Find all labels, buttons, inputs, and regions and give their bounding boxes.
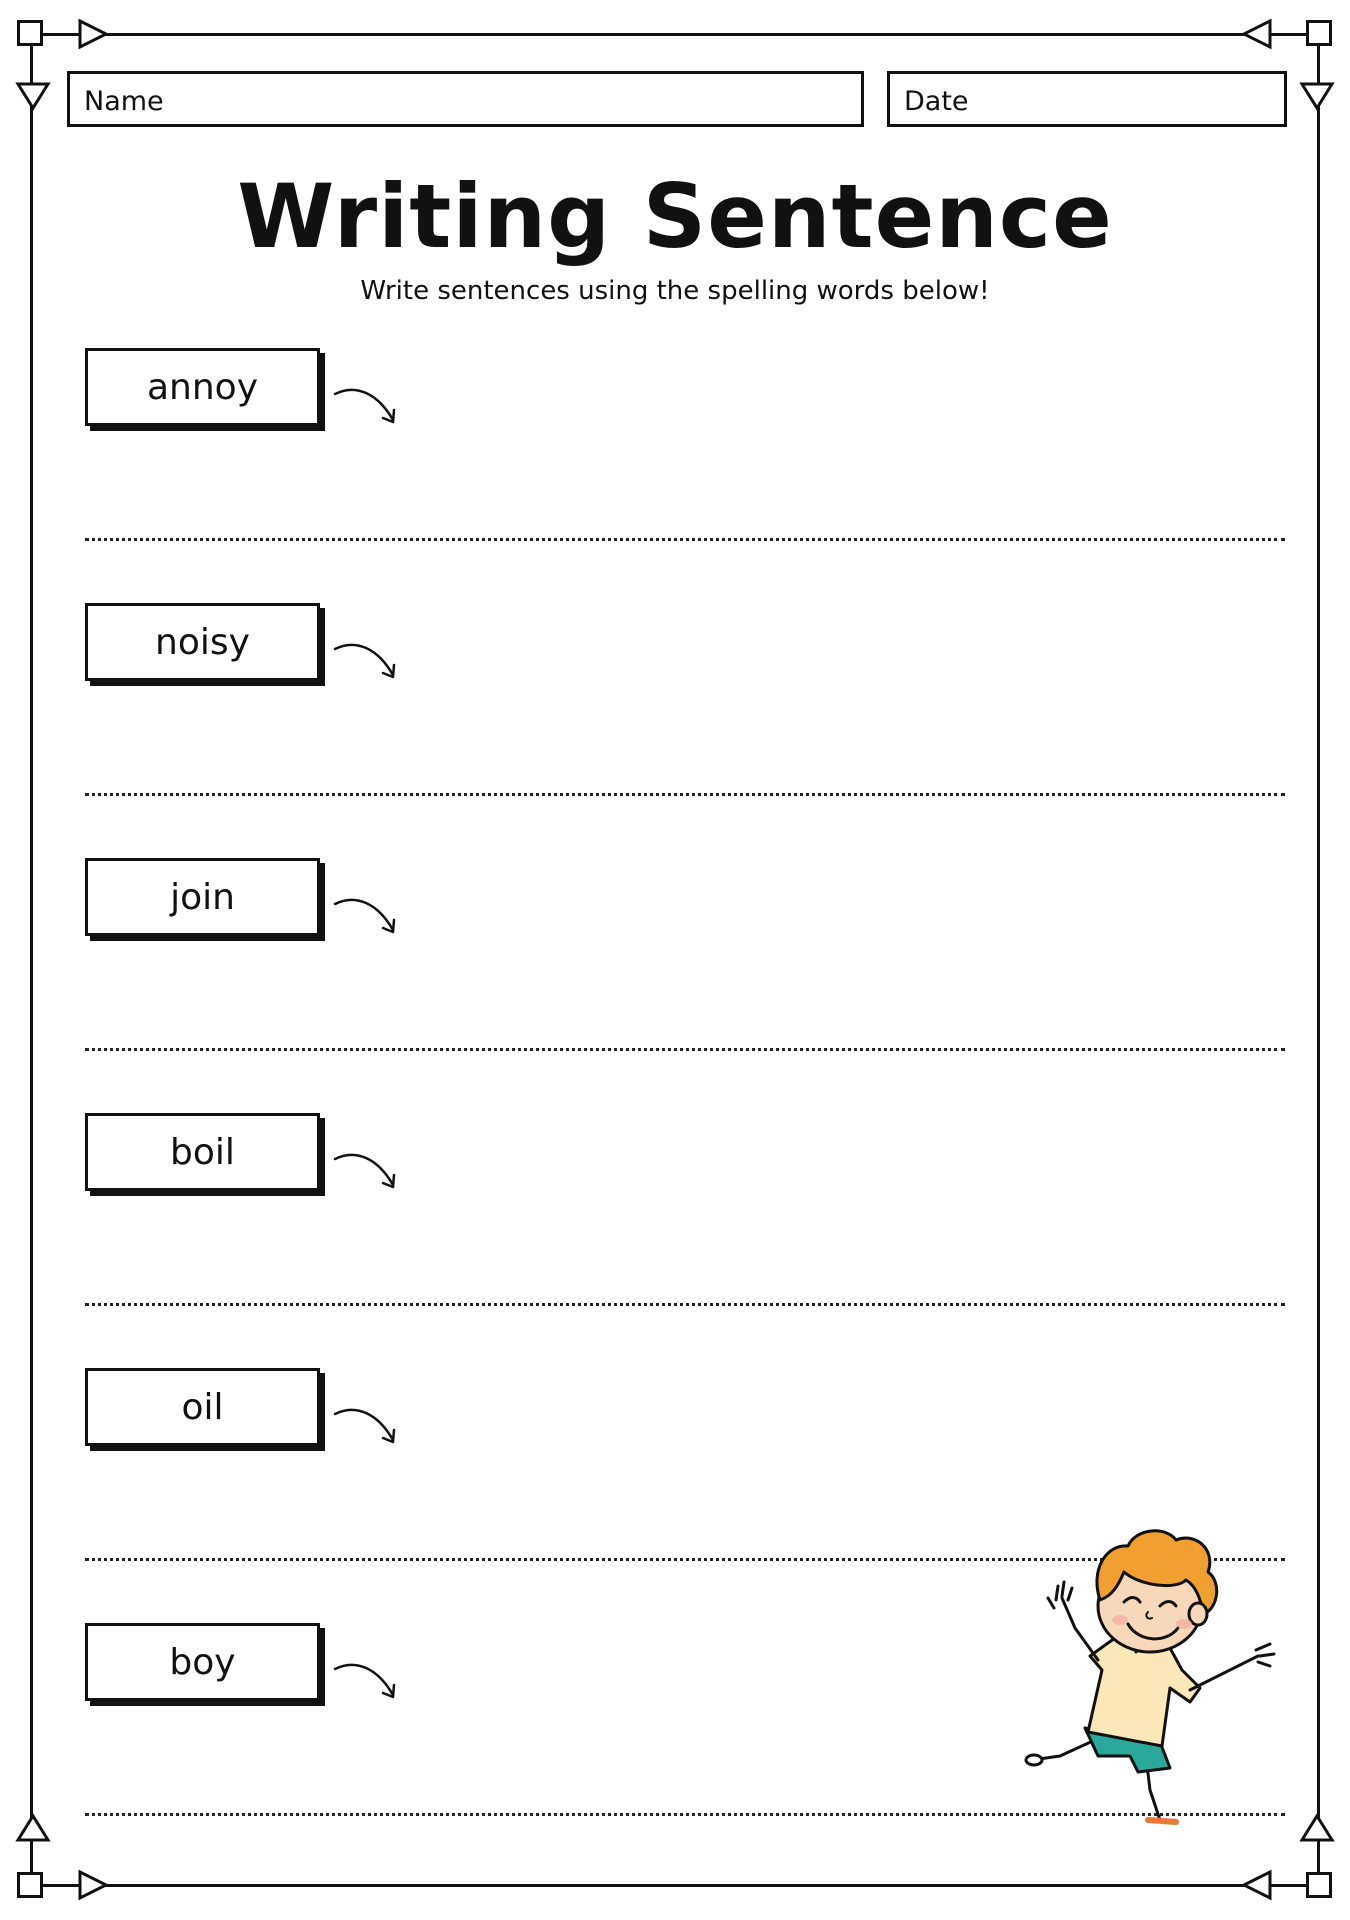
triangle-down-icon [1302, 84, 1332, 108]
writing-line[interactable] [85, 1048, 1285, 1051]
word-box: boil [85, 1113, 320, 1191]
triangle-down-icon [18, 84, 48, 108]
curved-arrow-icon [333, 1402, 399, 1454]
name-label: Name [84, 86, 164, 117]
writing-line[interactable] [85, 793, 1285, 796]
shirt-shape [1088, 1638, 1200, 1746]
curved-arrow-icon [333, 1147, 399, 1199]
word-row [0, 348, 1350, 602]
page-subtitle: Write sentences using the spelling words below! [360, 276, 990, 306]
word-box: noisy [85, 603, 320, 681]
name-field[interactable] [67, 71, 864, 127]
date-label: Date [904, 86, 969, 117]
writing-line[interactable] [85, 1303, 1285, 1306]
word-box: oil [85, 1368, 320, 1446]
word-box: boy [85, 1623, 320, 1701]
curved-arrow-icon [333, 892, 399, 944]
page-title: Writing Sentence [237, 165, 1113, 268]
word-row [0, 1113, 1350, 1367]
word-row [0, 603, 1350, 857]
word-row [0, 858, 1350, 1112]
word-box: join [85, 858, 320, 936]
curved-arrow-icon [333, 637, 399, 689]
triangle-right-icon [80, 21, 106, 47]
curved-arrow-icon [333, 382, 399, 434]
date-field[interactable] [887, 71, 1287, 127]
curved-arrow-icon [333, 1657, 399, 1709]
writing-line[interactable] [85, 538, 1285, 541]
triangle-left-icon [1244, 21, 1270, 47]
word-box: annoy [85, 348, 320, 426]
smiling-child-illustration [1020, 1520, 1290, 1850]
